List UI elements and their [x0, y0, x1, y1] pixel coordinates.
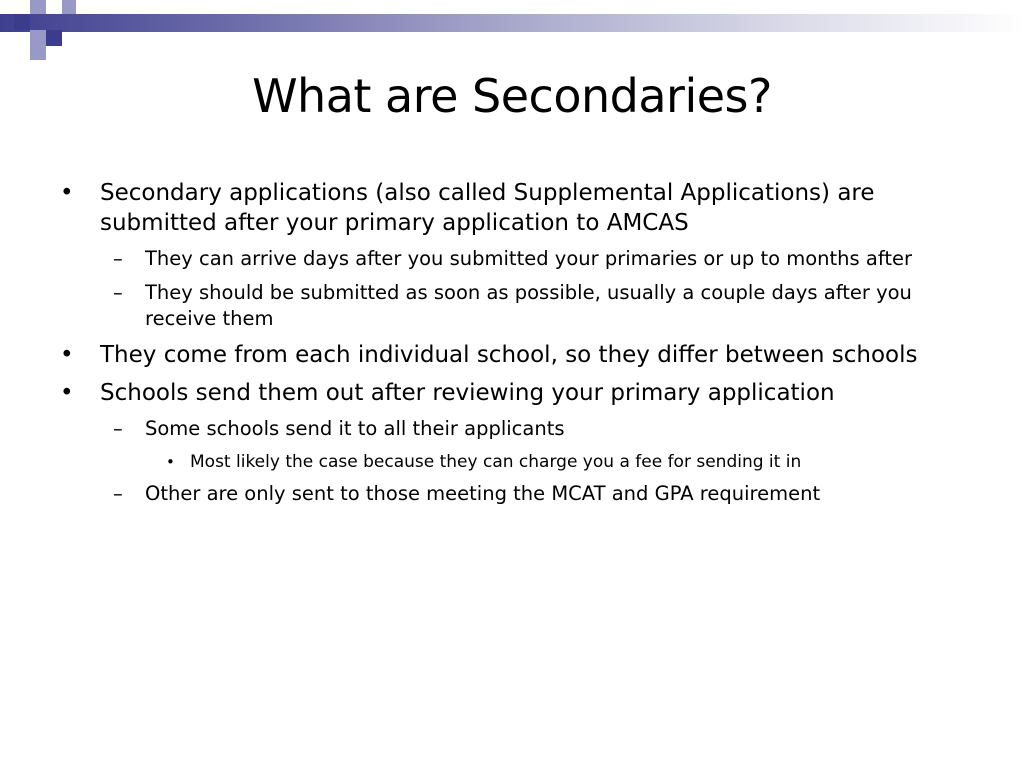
bullet-marker: •: [60, 342, 74, 368]
dash-marker: –: [113, 417, 123, 440]
sub-bullet-text: Other are only sent to those meeting the MCAT and GPA requirement: [145, 482, 821, 505]
bullet-text: Secondary applications (also called Supplemental Applications) are submitted after your primary application to AMCAS: [100, 180, 875, 236]
decoration-square: [14, 14, 30, 30]
decoration-square: [46, 30, 62, 46]
sub-sub-bullet-item: [166, 450, 950, 474]
sub-bullet-item: [113, 280, 955, 332]
slide-title: What are Secondaries?: [252, 69, 772, 123]
header-decoration-band: [0, 14, 1024, 32]
bullet-marker: •: [60, 380, 74, 406]
bullet-item: [60, 178, 960, 238]
decoration-square: [30, 30, 46, 46]
decoration-square: [30, 46, 46, 60]
bullet-marker: •: [60, 180, 74, 206]
bullet-marker: •: [166, 453, 175, 471]
sub-bullet-text: They should be submitted as soon as possible, usually a couple days after you receive them: [145, 281, 912, 330]
decoration-square: [30, 0, 46, 14]
bullet-item: [60, 378, 960, 408]
sub-bullet-text: They can arrive days after you submitted your primaries or up to months after: [145, 247, 913, 270]
dash-marker: –: [113, 247, 123, 270]
bullet-item: [60, 340, 960, 370]
sub-bullet-item: [113, 481, 955, 507]
sub-sub-bullet-text: Most likely the case because they can charge you a fee for sending it in: [190, 452, 802, 472]
decoration-square: [62, 0, 76, 14]
dash-marker: –: [113, 482, 123, 505]
bullet-text: Schools send them out after reviewing your primary application: [100, 380, 835, 406]
dash-marker: –: [113, 281, 123, 304]
sub-bullet-item: [113, 416, 955, 442]
sub-bullet-item: [113, 246, 955, 272]
slide-body: [0, 178, 1024, 515]
sub-bullet-text: Some schools send it to all their applicants: [145, 417, 565, 440]
bullet-text: They come from each individual school, so they differ between schools: [100, 342, 918, 368]
